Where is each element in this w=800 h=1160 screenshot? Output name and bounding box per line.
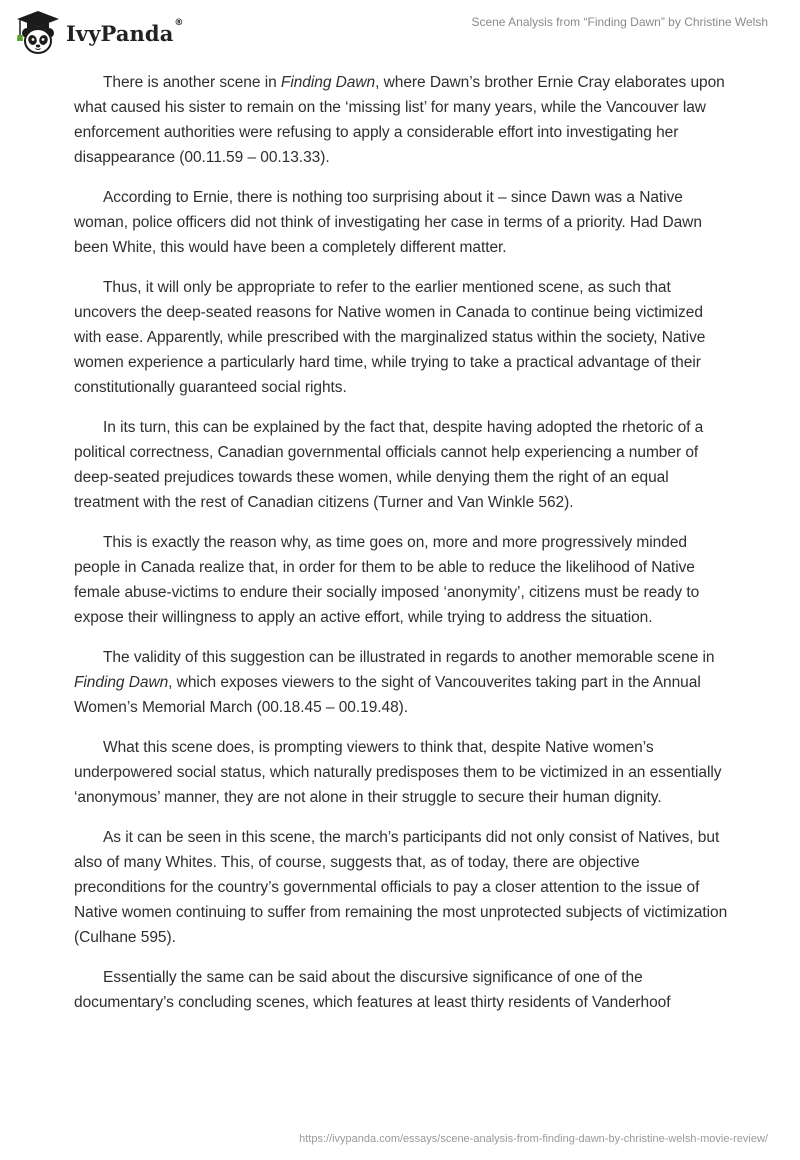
paragraph-5: [74, 530, 734, 630]
essay-body: [74, 70, 734, 1030]
document-title: Scene Analysis from “Finding Dawn” by Christine Welsh: [471, 15, 768, 29]
paragraph-2: [74, 185, 734, 260]
paragraph-text: There is another scene in: [103, 74, 281, 91]
paragraph-text: As it can be seen in this scene, the march’s participants did not only consist of Natives, but also of many Whites. This, of course, suggests that, as of today, there are objective preconditions for the country’s governmental officials to pay a closer attention to the issue of Native women continuing to suffer from remaining the most unprotected subjects of victimization (Culhane 595).: [74, 829, 728, 946]
paragraph-6: [74, 645, 734, 720]
paragraph-8: [74, 825, 734, 950]
paragraph-text: Essentially the same can be said about the discursive significance of one of the documentary’s concluding scenes, which features at least thirty residents of Vanderhoof: [74, 969, 671, 1011]
film-title: Finding Dawn: [280, 74, 376, 91]
ivypanda-logo[interactable]: [14, 8, 184, 56]
panda-graduate-icon: [14, 8, 62, 56]
page-header: [0, 0, 800, 60]
paragraph-4: [74, 415, 734, 515]
film-title: Finding Dawn: [74, 674, 169, 691]
logo-name: IvyPanda: [66, 20, 174, 46]
paragraph-text: According to Ernie, there is nothing too surprising about it – since Dawn was a Native woman, police officers did not think of investigating her case in terms of a priority. Had Dawn been White, this would have been a completely different matter.: [74, 189, 702, 256]
paragraph-text: In its turn, this can be explained by the fact that, despite having adopted the rhetoric of a political correctness, Canadian governmental officials cannot help experiencing a number of deep-seated prejudices towards these women, while denying them the right of an equal treatment with the rest of Canadian citizens (Turner and Van Winkle 562).: [74, 419, 704, 511]
paragraph-text: , which exposes viewers to the sight of Vancouverites taking part in the Annual Women’s Memorial March (00.18.45 – 00.19.48).: [74, 674, 701, 716]
paragraph-text: The validity of this suggestion can be illustrated in regards to another memorable scene in: [103, 649, 715, 666]
paragraph-9: [74, 965, 734, 1015]
paragraph-text: , where Dawn’s brother Ernie Cray elaborates upon what caused his sister to remain on the ‘missing list’ for many years, while the Vancouver law enforcement authorities were refusing to apply a considerable effort into investigating her disappearance (00.11.59 – 00.13.33).: [74, 74, 725, 166]
paragraph-text: Thus, it will only be appropriate to refer to the earlier mentioned scene, as such that uncovers the deep-seated reasons for Native women in Canada to continue being victimized with ease. Apparently, while prescribed with the marginalized status within the society, Native women experience a particularly hard time, while trying to take a practical advantage of their constitutionally guaranteed social rights.: [74, 279, 706, 396]
paragraph-text: This is exactly the reason why, as time goes on, more and more progressively minded people in Canada realize that, in order for them to be able to reduce the likelihood of Native female abuse-victims to endure their socially imposed ‘anonymity’, citizens must be ready to expose their willingness to apply an active effort, while trying to address the situation.: [74, 534, 700, 626]
paragraph-text: What this scene does, is prompting viewers to think that, despite Native women’s underpowered social status, which naturally predisposes them to be victimized in an essentially ‘anonymous’ manner, they are not alone in their struggle to secure their human dignity.: [74, 739, 722, 806]
registered-mark: ®: [174, 17, 184, 28]
paragraph-3: [74, 275, 734, 400]
source-url[interactable]: https://ivypanda.com/essays/scene-analysis-from-finding-dawn-by-christine-welsh-movie-review/: [299, 1133, 768, 1145]
paragraph-7: [74, 735, 734, 810]
paragraph-1: [74, 70, 734, 170]
logo-wordmark: [66, 17, 184, 46]
